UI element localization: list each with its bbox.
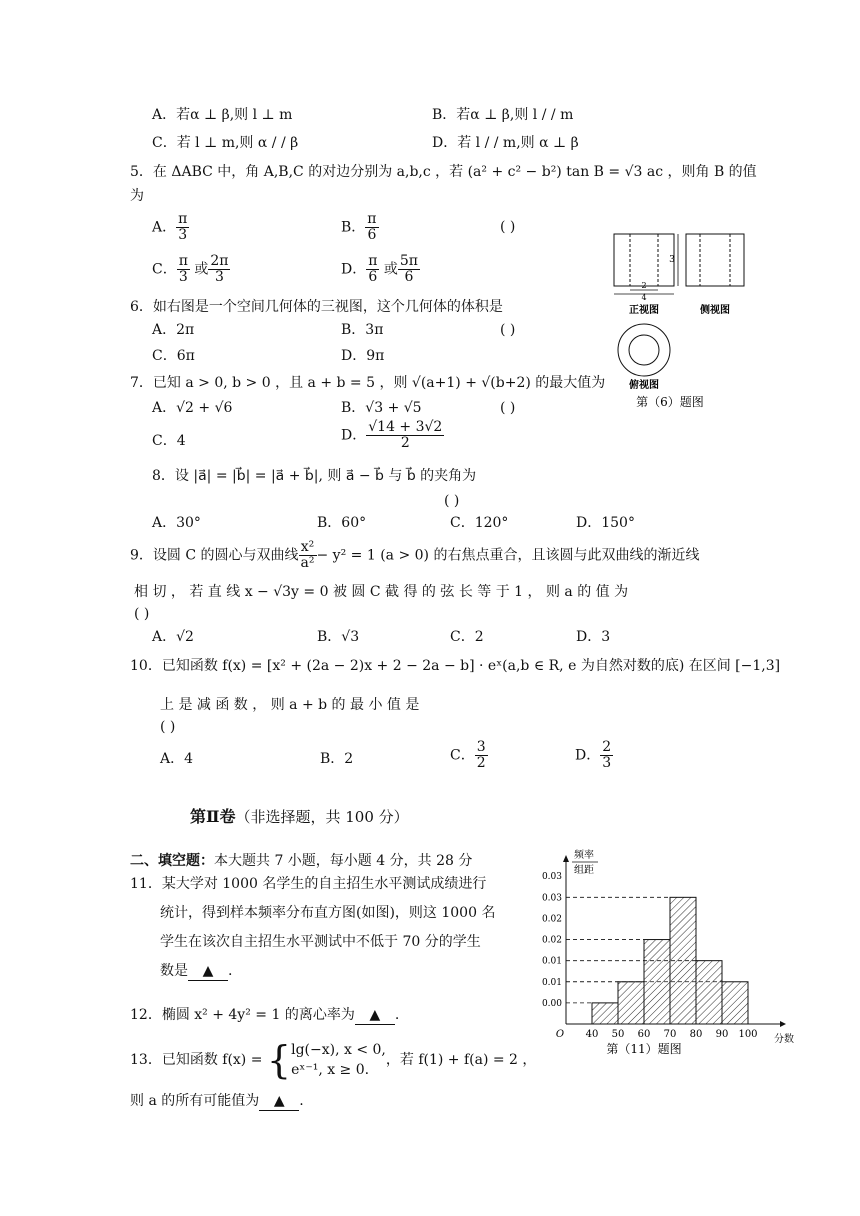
q11-line1: 11．某大学对 1000 名学生的自主招生水平测试成绩进行 bbox=[130, 876, 487, 892]
q12-answer-blank[interactable]: ▲ bbox=[355, 1006, 395, 1025]
q6-stem: 6．如右图是一个空间几何体的三视图，这个几何体的体积是 bbox=[130, 299, 503, 315]
part2-title: 第Ⅱ卷 bbox=[190, 807, 236, 826]
q7-answer-paren: ( ) bbox=[500, 400, 516, 416]
q8-option-c: C．120° bbox=[450, 515, 509, 531]
part2-heading bbox=[190, 804, 409, 827]
q8-option-d: D．150° bbox=[576, 515, 635, 531]
q10-stem-line2: 上 是 减 函 数 ， 则 a + b 的 最 小 值 是 bbox=[160, 697, 420, 713]
histogram-bar bbox=[618, 982, 644, 1024]
q6-answer-paren: ( ) bbox=[500, 322, 516, 338]
q10-option-c: C． $\frac{3}{2}$ bbox=[450, 739, 486, 771]
y-tick-label: 0.02 bbox=[541, 914, 562, 925]
three-view-figure bbox=[598, 222, 768, 422]
y-tick-label: 0.03 bbox=[541, 872, 562, 883]
q5-option-b: B． $\frac{\pi}{6}$ bbox=[341, 211, 377, 243]
q4-option-c: C．若 l ⊥ m,则 α / / β bbox=[152, 135, 299, 151]
side-view-rect bbox=[686, 234, 744, 286]
histogram-bar bbox=[696, 961, 722, 1024]
q8-option-b: B．60° bbox=[317, 515, 367, 531]
q7-option-b: B．√3 + √5 bbox=[341, 400, 422, 416]
q10-stem: 10．已知函数 f(x) = [x² + (2a − 2)x + 2 − 2a − b] · eˣ(a,b ∈ R, e 为自然对数的底) 在区间 [−1,3] bbox=[130, 658, 781, 674]
q5-option-d: D． $\frac{\pi}{6}$ 或 $\frac{5\pi}{6}$ bbox=[341, 253, 418, 285]
q13-stem: 13．已知函数 f(x) = {lg(−x), x < 0, eˣ⁻¹, x ≥ 0.，若 f(1) + f(a) = 2 ， bbox=[130, 1038, 537, 1082]
q8-option-a: A．30° bbox=[152, 515, 201, 531]
figure6-caption: 第（6）题图 bbox=[636, 395, 704, 409]
q5-stem: 5．在 ΔABC 中，角 A,B,C 的对边分别为 a,b,c ，若 (a² + c² − b²) tan B = √3 ac ，则角 B 的值 bbox=[130, 164, 757, 180]
part2-subtitle: （非选择题，共 100 分） bbox=[235, 808, 409, 826]
q9-answer-paren: ( ) bbox=[134, 606, 150, 622]
histogram-bar bbox=[670, 897, 696, 1024]
q12-stem: 12．椭圆 x² + 4y² = 1 的离心率为 ▲ . bbox=[130, 1007, 400, 1023]
front-view-rect bbox=[614, 234, 674, 286]
q11-line3: 学生在该次自主招生水平测试中不低于 70 分的学生 bbox=[160, 934, 481, 950]
x-tick-label: 70 bbox=[663, 1029, 677, 1040]
q7-option-d: D． $\frac{√14 + 3√2}{2}$ bbox=[341, 419, 443, 451]
top-view-outer-circle bbox=[618, 324, 670, 376]
q9-option-c: C．2 bbox=[450, 629, 484, 645]
x-axis-arrow bbox=[780, 1021, 786, 1027]
q10-option-d: D． $\frac{2}{3}$ bbox=[575, 739, 612, 771]
q10-option-b: B．2 bbox=[320, 751, 354, 767]
x-tick-label: 90 bbox=[715, 1029, 729, 1040]
y-axis-arrow bbox=[563, 855, 569, 862]
q5-answer-paren: ( ) bbox=[500, 219, 516, 235]
q5-option-a: A． $\frac{\pi}{3}$ bbox=[152, 211, 188, 243]
figure11-caption: 第（11）题图 bbox=[606, 1042, 682, 1056]
x-tick-label: 80 bbox=[689, 1029, 703, 1040]
q11-line4: 数是 ▲ . bbox=[160, 963, 233, 979]
q9-option-d: D．3 bbox=[576, 629, 611, 645]
section2-header: 二、填空题：本大题共 7 小题，每小题 4 分，共 28 分 bbox=[130, 853, 473, 869]
x-axis-label: 分数 bbox=[774, 1034, 794, 1045]
q13-case2: eˣ⁻¹, x ≥ 0. bbox=[291, 1062, 370, 1078]
q9-option-b: B．√3 bbox=[317, 629, 360, 645]
histogram-bar bbox=[644, 940, 670, 1024]
q7-option-c: C．4 bbox=[152, 433, 186, 449]
q9-option-a: A．√2 bbox=[152, 629, 194, 645]
q5-option-c: C． $\frac{\pi}{3}$ 或 $\frac{2\pi}{3}$ bbox=[152, 253, 229, 285]
y-tick-label: 0.02 bbox=[541, 935, 562, 946]
dim-height-label: 3 bbox=[669, 255, 675, 265]
front-view-label: 正视图 bbox=[629, 305, 659, 316]
y-axis-label-bottom: 组距 bbox=[574, 865, 594, 876]
y-axis-label-top: 频率 bbox=[574, 850, 594, 861]
y-tick-label: 0.00 bbox=[541, 998, 562, 1009]
q13-answer-blank[interactable]: ▲ bbox=[259, 1092, 299, 1111]
top-view-label: 俯视图 bbox=[629, 380, 659, 391]
dim-inner-label: 2 bbox=[641, 281, 647, 290]
y-tick-label: 0.01 bbox=[541, 977, 562, 988]
q10-option-a: A．4 bbox=[160, 751, 194, 767]
x-tick-label: 100 bbox=[738, 1029, 758, 1040]
q6-option-a: A．2π bbox=[152, 322, 195, 338]
dim-outer-label: 4 bbox=[641, 293, 647, 302]
q11-line2: 统计，得到样本频率分布直方图(如图)，则这 1000 名 bbox=[160, 905, 496, 921]
q13-case1: lg(−x), x < 0, bbox=[291, 1042, 386, 1058]
x-tick-label: 60 bbox=[637, 1029, 651, 1040]
histogram-bar bbox=[592, 1003, 618, 1024]
q6-option-b: B．3π bbox=[341, 322, 384, 338]
q8-stem: 8．设 |a⃗| = |b⃗| = |a⃗ + b⃗|, 则 a⃗ − b⃗ 与 b⃗ 的夹角为 bbox=[152, 468, 477, 484]
q4-option-b: B．若α ⊥ β,则 l / / m bbox=[432, 107, 574, 123]
piecewise-brace: { bbox=[266, 1038, 292, 1082]
q11-answer-blank[interactable]: ▲ bbox=[188, 962, 228, 981]
y-tick-label: 0.01 bbox=[541, 956, 562, 967]
histogram-bar bbox=[722, 982, 748, 1024]
y-tick-label: 0.03 bbox=[541, 893, 562, 904]
q13-line2: 则 a 的所有可能值为 ▲ . bbox=[130, 1093, 304, 1109]
side-view-label: 侧视图 bbox=[700, 305, 730, 316]
q7-option-a: A．√2 + √6 bbox=[152, 400, 233, 416]
q4-option-d: D．若 l / / m,则 α ⊥ β bbox=[432, 135, 579, 151]
q4-option-a: A．若α ⊥ β,则 l ⊥ m bbox=[152, 107, 293, 123]
q7-stem: 7．已知 a > 0, b > 0 ，且 a + b = 5 ，则 √(a+1) + √(b+2) 的最大值为 bbox=[130, 375, 606, 391]
q8-answer-paren: ( ) bbox=[444, 493, 460, 509]
q9-stem-line2: 相 切 ， 若 直 线 x − √3y = 0 被 圆 C 截 得 的 弦 长 等 于 1 ， 则 a 的 值 为 bbox=[134, 584, 629, 600]
frequency-histogram bbox=[541, 842, 798, 1062]
x-tick-label: 40 bbox=[585, 1029, 599, 1040]
q5-stem-cont: 为 bbox=[130, 188, 144, 204]
origin-label: O bbox=[555, 1029, 565, 1040]
top-view-inner-circle bbox=[629, 335, 659, 365]
q10-answer-paren: ( ) bbox=[160, 719, 176, 735]
q6-option-d: D．9π bbox=[341, 348, 385, 364]
q6-option-c: C．6π bbox=[152, 348, 195, 364]
x-tick-label: 50 bbox=[611, 1029, 625, 1040]
q9-stem: 9．设圆 C 的圆心与双曲线 $\frac{\text{x²}}{\text{a²}}$ − y² = 1 (a > 0) 的右焦点重合，且该圆与此双曲线的渐近线 bbox=[130, 539, 700, 571]
